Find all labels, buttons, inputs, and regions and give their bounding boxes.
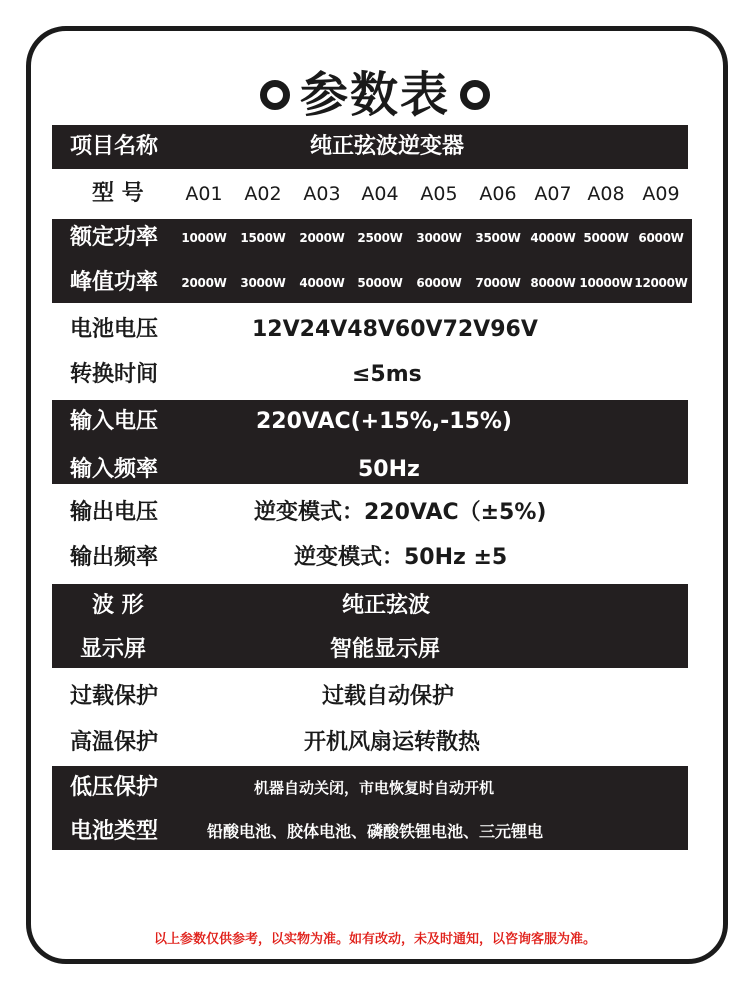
peak-power-cell: 8000W [530,276,576,290]
row-rated-power [52,216,688,260]
disclaimer-footer: 以上参数仅供参考，以实物为准。如有改动，未及时通知，以咨询客服为准。 [153,932,596,947]
model-cell: A01 [185,183,223,205]
spec-label: 输入电压 [70,409,159,434]
spec-label: 输出电压 [70,500,159,525]
spec-value: 铅酸电池、胶体电池、磷酸铁锂电池、三元锂电 [207,822,544,841]
row-battery-type [52,810,688,854]
spec-value: 智能显示屏 [330,637,441,662]
spec-label: 输入频率 [70,457,159,482]
item-label: 项目名称 [70,134,159,159]
spec-label: 波 形 [92,593,144,618]
spec-value: 逆变模式：220VAC（±5%) [254,500,547,525]
row-item-name [52,125,688,169]
spec-label: 电池类型 [70,819,159,844]
spec-label: 转换时间 [70,362,159,387]
model-grid [52,172,688,216]
row-waveform [52,584,688,628]
rated-power-cell: 4000W [530,231,576,245]
spec-value: 50Hz [358,457,420,482]
circle-icon [260,80,290,110]
spec-label: 过载保护 [70,684,159,709]
row-input-voltage [52,400,688,444]
row-display [52,628,688,672]
rated-power-cell: 5000W [583,231,629,245]
page-title [0,56,750,125]
peak-power-cell: 4000W [299,276,345,290]
peak-power-cell: 2000W [181,276,227,290]
spec-value: 220VAC(+15%,-15%) [256,409,512,434]
model-cell: A05 [420,183,458,205]
spec-value: 纯正弦波 [342,593,431,618]
peak-power-label: 峰值功率 [70,270,159,295]
rated-power-cell: 1000W [181,231,227,245]
spec-value: 逆变模式：50Hz ±5 [294,545,508,570]
row-overload-protection [52,675,688,719]
peak-power-cell: 5000W [357,276,403,290]
spec-label: 低压保护 [70,775,159,800]
spec-value: 过载自动保护 [322,684,455,709]
row-battery-voltage [52,308,688,352]
model-cell: A09 [642,183,680,205]
rated-power-cell: 1500W [240,231,286,245]
peak-power-cell: 10000W [579,276,633,290]
rated-power-cell: 3000W [416,231,462,245]
model-cell: A03 [303,183,341,205]
spec-value: 机器自动关闭，市电恢复时自动开机 [254,779,495,797]
spec-label: 高温保护 [70,730,159,755]
spec-label: 电池电压 [70,317,159,342]
model-cell: A08 [587,183,625,205]
row-peak-power [52,261,688,305]
model-label: 型 号 [92,181,144,206]
title-text: 参数表 [299,67,450,123]
model-cell: A06 [479,183,517,205]
model-cell: A02 [244,183,282,205]
row-input-frequency [52,448,688,492]
circle-icon [460,80,490,110]
rated-power-cell: 2500W [357,231,403,245]
rated-power-cell: 6000W [638,231,684,245]
spec-value: 开机风扇运转散热 [304,730,481,755]
peak-power-cell: 7000W [475,276,521,290]
model-cell: A07 [534,183,572,205]
peak-power-cell: 3000W [240,276,286,290]
peak-power-grid [52,261,688,305]
peak-power-cell: 12000W [634,276,688,290]
item-value: 纯正弦波逆变器 [310,134,465,159]
row-over-temp-protection [52,721,688,765]
row-output-voltage [52,491,688,535]
rated-power-label: 额定功率 [70,225,159,250]
row-output-frequency [52,536,688,580]
row-switch-time [52,353,688,397]
spec-value: 12V24V48V60V72V96V [252,317,538,342]
spec-value: ≤5ms [352,362,422,387]
rated-power-cell: 2000W [299,231,345,245]
rated-power-grid [52,216,688,260]
model-cell: A04 [361,183,399,205]
peak-power-cell: 6000W [416,276,462,290]
spec-label: 显示屏 [80,637,147,662]
row-model [52,172,688,216]
rated-power-cell: 3500W [475,231,521,245]
spec-label: 输出频率 [70,545,159,570]
row-low-voltage-protection [52,766,688,810]
